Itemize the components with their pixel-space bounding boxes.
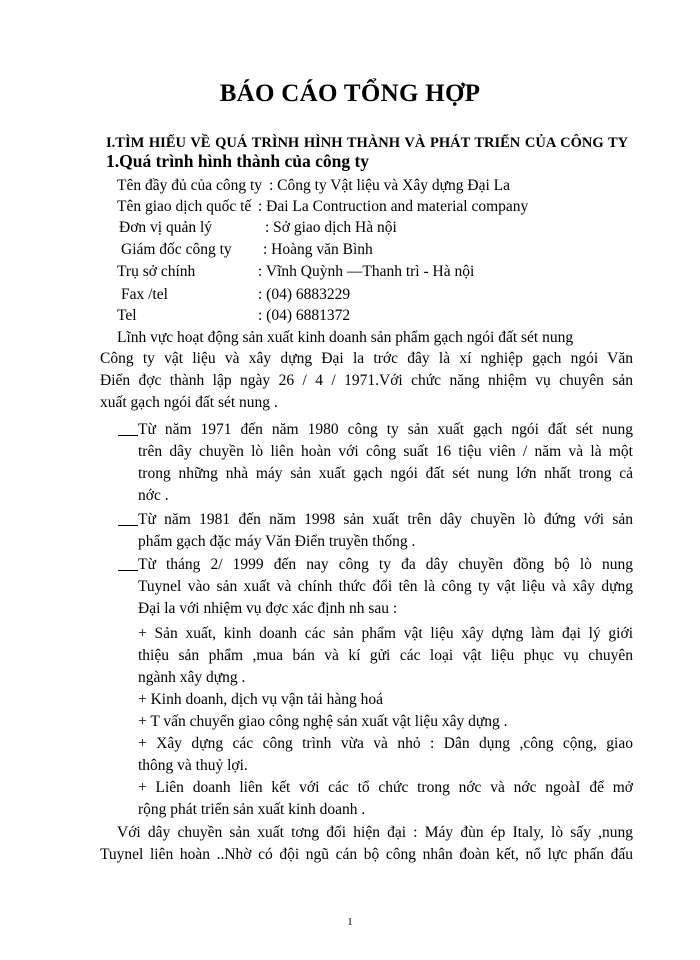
sub-item-line: thông và thuỷ lợi.: [138, 757, 248, 774]
bullet-dash: [118, 525, 138, 526]
sub-heading: 1.Quá trình hình thành của công ty: [106, 151, 370, 171]
section-heading: I.TÌM HIỂU VỀ QUÁ TRÌNH HÌNH THÀNH VÀ PHÁT TRIỂN CỦA CÔNG TY: [106, 135, 629, 151]
sub-item-line: + Kinh doanh, dịch vụ vận tải hàng hoá: [138, 691, 384, 708]
bullet-dash: [118, 435, 138, 436]
sub-item-line: + Xây dựng các công trình vừa và nhỏ : Dân dụng ,công cộng, giao: [138, 735, 633, 752]
info-label: Tel: [117, 307, 137, 324]
intro-line: Điển đợc thành lập ngày 26 / 4 / 1971.Với chức năng nhiệm vụ chuyên sản: [100, 372, 633, 389]
bullet-line: Đại la với nhiệm vụ đợc xác định nh sau :: [138, 600, 398, 617]
info-label: Tên đầy đủ của công ty: [117, 177, 263, 194]
bullet-line: Từ tháng 2/ 1999 đến nay công ty đa dây chuyền đồng bộ lò nung: [138, 556, 633, 573]
sub-item-line: ngành xây dựng .: [138, 669, 246, 686]
sub-item-line: rộng phát triển sản xuất kinh doanh .: [138, 801, 366, 818]
bullet-line: nớc .: [138, 487, 169, 504]
page-number: 1: [347, 916, 353, 928]
info-value: : Hoàng văn Bình: [263, 241, 373, 258]
bullet-line: Tuynel vào sản xuất và chính thức đổi tên là công ty vật liệu và xây dựng: [138, 578, 633, 595]
intro-line: Lĩnh vực hoạt động sản xuất kinh doanh sản phẩm gạch ngói đất sét nung: [117, 329, 574, 346]
sub-item-line: + Liên doanh liên kết với các tổ chức trong nớc và nớc ngoàI để mở: [138, 779, 633, 796]
bullet-dash: [118, 570, 138, 571]
final-line: Với dây chuyền sản xuất tơng đối hiện đại : Máy đùn ép Italy, lò sấy ,nung: [117, 824, 633, 841]
bullet-line: Từ năm 1981 đến năm 1998 sản xuất trên dây chuyền lò đứng với sản: [138, 511, 633, 528]
report-title: BÁO CÁO TỔNG HỢP: [219, 80, 481, 107]
info-value: : Sở giao dịch Hà nội: [265, 219, 397, 236]
info-value: : Vĩnh Quỳnh —Thanh trì - Hà nội: [258, 263, 475, 280]
intro-line: Công ty vật liệu và xây dựng Đại la trớc đây là xí nghiệp gạch ngói Văn: [100, 350, 633, 367]
bullet-line: trên dây chuyền lò liên hoàn với công suất 16 tiệu viên / năm và là một: [138, 443, 633, 460]
intro-line: xuất gạch ngói đất sét nung .: [100, 394, 278, 411]
bullet-line: Từ năm 1971 đến năm 1980 công ty sản xuất gạch ngói đất sét nung: [138, 421, 633, 438]
info-label: Giám đốc công ty: [121, 241, 232, 258]
info-label: Tên giao dịch quốc tế: [117, 198, 252, 215]
final-line: Tuynel liên hoàn ..Nhờ có đội ngũ cán bộ công nhân đoàn kết, nổ lực phấn đấu: [100, 846, 633, 863]
bullet-line: phẩm gạch đặc máy Văn Điển truyền thống .: [138, 533, 416, 550]
sub-item-line: + Sản xuất, kinh doanh các sản phẩm vật liệu xây dựng làm đại lý giới: [138, 625, 633, 642]
info-label: Trụ sở chính: [117, 263, 196, 280]
sub-item-line: + T vấn chuyển giao công nghệ sản xuất vật liệu xây dựng .: [138, 713, 508, 730]
info-value: : (04) 6883229: [258, 286, 351, 303]
info-label: Đơn vị quản lý: [119, 219, 213, 236]
sub-item-line: thiệu sản phẩm ,mua bán và kí gửi các loại vật liệu phục vụ chuyên: [138, 647, 633, 664]
bullet-line: trong những nhà máy sản xuất gạch ngói đất sét nung lớn nhất trong cả: [138, 465, 633, 482]
info-value: : Đai La Contruction and material company: [258, 198, 529, 215]
info-label: Fax /tel: [121, 286, 168, 303]
info-value: : Công ty Vật liệu và Xây dựng Đại La: [269, 177, 510, 194]
info-value: : (04) 6881372: [258, 307, 351, 324]
